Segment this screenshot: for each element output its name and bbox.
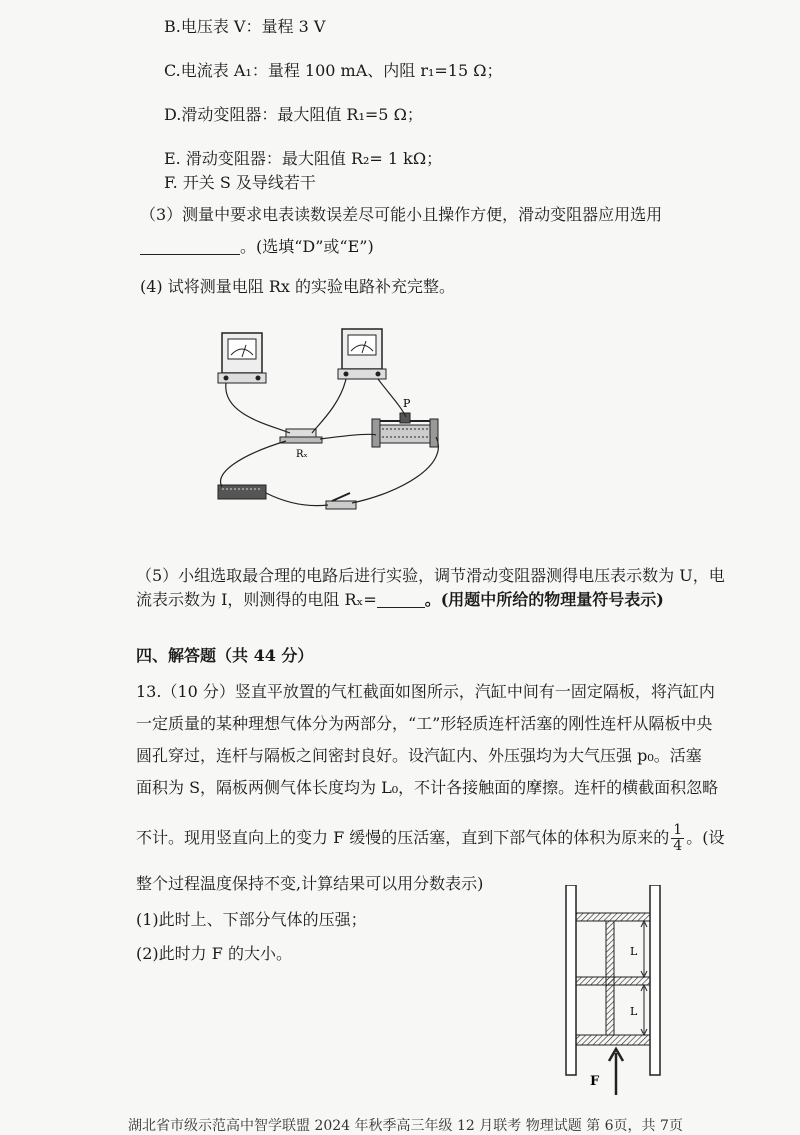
q5-line2-pre: 流表示数为 I，则测得的电阻 Rₓ=: [136, 590, 377, 609]
option-b: B.电压表 V：量程 3 V: [164, 17, 326, 36]
q3-fill-line: [140, 236, 374, 258]
q13-line1: 13.（10 分）竖直平放置的气杠截面如图所示，汽缸中间有一固定隔板，将汽缸内: [136, 682, 715, 701]
p-label: P: [403, 397, 411, 410]
bottom-piston: [576, 1035, 650, 1045]
fraction-denominator: 4: [673, 838, 683, 854]
q3-fill-hint: 。(选填“D”或“E”): [240, 237, 374, 256]
rx-answer-blank[interactable]: [377, 593, 425, 608]
q5-line2-post: 。(用题中所给的物理量符号表示): [424, 590, 664, 609]
length-label-upper: L: [630, 945, 638, 958]
fraction-numerator: 1: [673, 822, 683, 838]
q5-line1: （5）小组选取最合理的电路后进行实验，调节滑动变阻器测得电压表示数为 U，电: [136, 566, 725, 585]
rheostat-icon: [372, 413, 438, 447]
page-footer: 湖北省市级示范高中智学联盟 2024 年秋季高三年级 12 月联考 物理试题 第 6页，共 7页: [128, 1118, 683, 1134]
force-label: F: [590, 1074, 600, 1089]
q4-text: (4) 试将测量电阻 Rx 的实验电路补充完整。: [140, 277, 455, 296]
top-piston: [576, 913, 650, 921]
q3-text: （3）测量中要求电表读数误差尽可能小且操作方便，滑动变阻器应用选用: [140, 205, 663, 224]
option-e: E. 滑动变阻器：最大阻值 R₂= 1 kΩ；: [164, 149, 443, 168]
q13-sub1: (1)此时上、下部分气体的压强；: [136, 910, 367, 929]
cylinder-diagram: [560, 885, 670, 1110]
q13-line5: [136, 823, 724, 854]
voltmeter-icon: [338, 329, 386, 379]
q13-line6: 整个过程温度保持不变,计算结果可以用分数表示): [136, 874, 484, 893]
q13-line5-post: 。(设: [686, 828, 725, 847]
q13-sub2: (2)此时力 F 的大小。: [136, 944, 292, 963]
q13-line2: 一定质量的某种理想气体分为两部分，“工”形轻质连杆活塞的刚性连杆从隔板中央: [136, 714, 713, 733]
answer-blank[interactable]: [140, 238, 240, 255]
length-label-lower: L: [630, 1005, 638, 1018]
section-title: 四、解答题（共 44 分）: [136, 646, 314, 665]
ammeter-icon: [218, 333, 266, 383]
cylinder-wall-left: [566, 885, 576, 1075]
battery-icon: [218, 485, 266, 499]
option-c: C.电流表 A₁：量程 100 mA、内阻 r₁=15 Ω；: [164, 61, 503, 80]
q13-line3: 圆孔穿过，连杆与隔板之间密封良好。设汽缸内、外压强均为大气压强 p₀。活塞: [136, 746, 702, 765]
rx-label: Rₓ: [296, 449, 308, 460]
q13-line5-pre: 不计。现用竖直向上的变力 F 缓慢的压活塞，直到下部气体的体积为原来的: [136, 828, 670, 847]
option-f: F. 开关 S 及导线若干: [164, 173, 316, 192]
circuit-diagram: [200, 325, 460, 520]
switch-icon: [326, 493, 356, 509]
connecting-rod: [606, 921, 614, 1035]
q13-line4: 面积为 S，隔板两侧气体长度均为 L₀，不计各接触面的摩擦。连杆的横截面积忽略: [136, 778, 719, 797]
q5-line2: [136, 589, 664, 611]
option-d: D.滑动变阻器：最大阻值 R₁=5 Ω；: [164, 105, 423, 124]
cylinder-wall-right: [650, 885, 660, 1075]
fraction: [671, 823, 684, 854]
